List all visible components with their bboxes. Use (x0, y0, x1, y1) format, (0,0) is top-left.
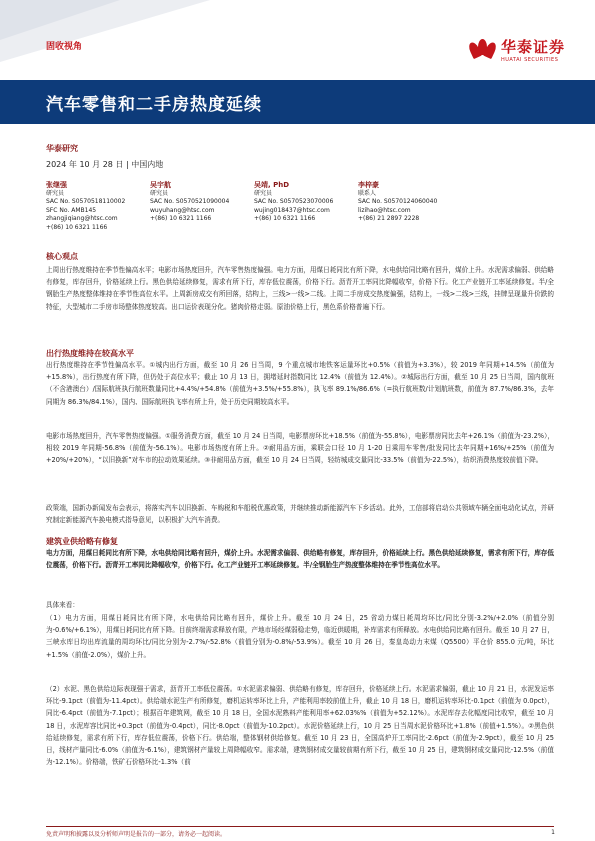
analyst-email[interactable]: lizihao@htsc.com (358, 206, 411, 214)
section-heading-travel: 出行热度维持在较高水平 (46, 349, 134, 358)
section-heading-infra: 建筑业供给略有修复 (46, 537, 118, 546)
analyst-role: 研究员 (254, 189, 273, 197)
header-decoration-inner (0, 0, 120, 40)
analyst-phone: +(86) 10 6321 1166 (150, 215, 212, 222)
footer-divider (46, 826, 554, 827)
title-band (0, 80, 595, 124)
analyst-phone: +(86) 21 2897 2228 (358, 215, 420, 222)
logo-flower-icon (469, 39, 497, 61)
analyst-name: 张继强 (46, 181, 67, 189)
page-header (0, 0, 595, 62)
section-heading-core: 核心观点 (46, 252, 78, 261)
analyst-card (46, 181, 166, 232)
analyst-phone: +(86) 10 6321 1166 (46, 223, 108, 231)
logo-en-text: HUATAI SECURITIES (500, 57, 559, 63)
report-title: 汽车零售和二手房热度延续 (46, 95, 262, 115)
report-source: 华泰研究 (46, 144, 78, 153)
paragraph-core: 上周出行热度维持在季节性偏高水平；电影市场热度回升，汽车零售热度偏强。电力方面，用煤日耗同比有所下降，水电供给同比略有回升，煤价上升。水泥需求偏弱、供给略有修复，库存回升，价格延续上行。黑色供给延续修复，需求有所下行，库存低位震荡，价格下行。沥青开工率同比降幅收窄，价格下行。化工产业链开工率延续修复。半/全钢胎生产热度整体维持在季节性高位水平。上周新房成交有所回落，结构上，三线>一线>二线。上周二手房成交热度偏强，结构上，一线>二线>三线，挂牌呈现量升价跌的特征，大型城市二手房市场整体热度较高。出口运价表现分化。猪肉价格走弱。原油价格上行，黑色系价格普遍下行。 (46, 266, 554, 311)
logo-cn-text: 华泰证券 (500, 38, 565, 56)
analyst-phone: +(86) 10 6321 1166 (254, 215, 316, 222)
analyst-email[interactable]: wuyuhang@htsc.com (150, 206, 215, 214)
analyst-role: 研究员 (150, 189, 169, 197)
page-number: 1 (551, 829, 555, 836)
analyst-email[interactable]: zhangjiqiang@htsc.com (46, 215, 118, 222)
analyst-role: 研究员 (46, 189, 65, 197)
detail-intro: 具体来看： (46, 601, 79, 609)
analyst-role: 联系人 (358, 189, 377, 197)
analyst-card (358, 181, 478, 224)
paragraph-infra: 电力方面，用煤日耗同比有所下降，水电供给同比略有回升，煤价上升。水泥需求偏弱、供给略有修复，库存回升，价格延续上行。黑色供给延续修复，需求有所下行，库存低位震荡，价格下行。沥青开工率同比降幅收窄，价格下行。化工产业链开工率延续修复。半/全钢胎生产热度整体维持在季节性高位水平。 (46, 549, 554, 570)
analyst-card (254, 181, 374, 224)
analyst-email[interactable]: wujing018437@htsc.com (254, 206, 330, 214)
paragraph-detail-power: （1）电力方面，用煤日耗同比有所下降，水电供给同比略有回升，煤价上升。截至 10 月 24 日，25 省动力煤日耗周均环比/同比分别-3.2%/+2.0%（前值分别为-0.6%/+6.1%），用煤日耗同比有所下降。目前终端需求释放有限，产地市场经煤弱稳走势，临近供暖期，补库需求有所释放。水电供给同比略有回升。截至 10 月 27 日，三峡水库日均出库流量的周均环比/同比分别为-2.7%/-52.8%（前值分别为-0.8%/-53.9%）。截至 10 月 26 日，秦皇岛动力末煤（Q5500）平仓价 855.0 元/吨，环比+1.5%（前值-2.0%），煤价上升。 (46, 614, 554, 659)
footer-disclaimer: 免责声明和披露以及分析师声明是报告的一部分，请务必一起阅读。 (46, 831, 227, 838)
analyst-sac: SAC No. S0570124060040 (358, 198, 438, 205)
analyst-sac: SAC No. S0570518110002 (46, 198, 126, 205)
company-logo (469, 36, 565, 63)
paragraph-movie: 电影市场热度回升，汽车零售热度偏强。①服务消费方面，截至 10 月 24 日当周，电影票房环比+18.5%（前值为-55.8%），电影票房同比去年+26.1%（前值为-23.2%），相较 2019 年同期-56.8%（前值为-56.1%）。电影市场热度有所上升。②耐用品方面，乘联会口径 10 月 1-20 日乘用车零售/批发同比去年同期+16%/+25%（前值为+20%/+20%），“以旧换新”对车市的拉动效果延续。③非耐用品方面，截至 10 月 24 日当周，轻纺城成交量同比-33.5%（前值为-22.5%），纺织消费热度较前值下降。 (46, 432, 554, 465)
paragraph-policy: 政策端，国新办新闻发布会表示，将落实汽车以旧换新、车购税和车船税优惠政策，并继续推动新能源汽车下乡活动。此外，工信部将启动公共领域车辆全面电动化试点，并研究制定新能源汽车换电模式指导意见，以积极扩大汽车消费。 (46, 504, 554, 525)
report-series-label: 固收视角 (46, 42, 83, 52)
paragraph-travel: 出行热度维持在季节性偏高水平。①城内出行方面，截至 10 月 26 日当周，9 个重点城市地铁客运量环比+0.5%（前值为+3.3%），较 2019 年同期+14.5%（前值为+15.8%），出行热度有所下降，但仍处于高位水平；截止 10 月 13 日，拥堵延时指数同比 12.4%（前值为 12.4%）。②城际出行方面，截至 10 月 25 日当周，国内航班（不含港澳台）/国际航班执行航班数量同比+4.4%/+54.8%（前值为+3.5%/+55.8%），执飞率 89.1%/86.6%（=执行航班数/计划航班数，前值为 87.7%/86.3%，去年同期为 86.3%/84.1%），国内、国际航班执飞率有所上升，处于历史同期较高水平。 (46, 361, 554, 406)
analyst-name: 吴靖, PhD (254, 181, 290, 189)
analyst-sfc: SFC No. AMB145 (46, 206, 97, 214)
analyst-name: 李梓豪 (358, 181, 379, 189)
analyst-sac: SAC No. S0570523070006 (254, 198, 334, 205)
analyst-name: 吴宇航 (150, 181, 171, 189)
analyst-sac: SAC No. S0570521090004 (150, 198, 230, 205)
paragraph-detail-cement: （2）水泥、黑色供给边际表现强于需求，沥青开工率低位震荡。①水泥需求偏弱、供给略有修复，库存回升，价格延续上行。水泥需求偏弱，截止 10 月 21 日，水泥发运率环比-9.1pct（前值为-11.4pct）。供给端水泥生产有所修复，磨机运转率环比上升，产能利用率较前值上升，截止 10 月 18 日，磨机运转率环比-0.1pct（前值为 0.0pct），同比-6.4pct（前值为-7.1pct）；根据百年建筑网，截至 10 月 18 日，全国水泥熟料产能利用率+62.03%%（前值为+52.12%）。水泥库存去化幅度同比收窄，截至 10 月 18 日，水泥库容比同比+0.3pct（前值为-0.4pct），同比-8.0pct（前值为-10.2pct）。水泥价格延续上行，10 月 25 日当周水泥价格环比+1.8%（前值+1.5%）。②黑色供给延续修复，需求有所下行，库存低位震荡，价格下行。供给端，整体钢材供给修复。截至 10 月 23 日，全国高炉开工率同比-2.6pct（前值为-2.9pct），截至 10 月 25 日，线材产量同比-6.0%（前值为-6.1%），建筑钢材产量较上周降幅收窄。需求端，建筑钢材成交量较前期有所下行，截至 10 月 25 日，建筑钢材成交量同比-12.5%（前值为-12.1%）。价格端，铁矿石价格环比-1.3%（前 (46, 685, 554, 767)
analyst-block (46, 181, 556, 235)
analyst-card (150, 181, 270, 224)
report-date-region: 2024 年 10 月 28 日 | 中国内地 (46, 160, 164, 169)
